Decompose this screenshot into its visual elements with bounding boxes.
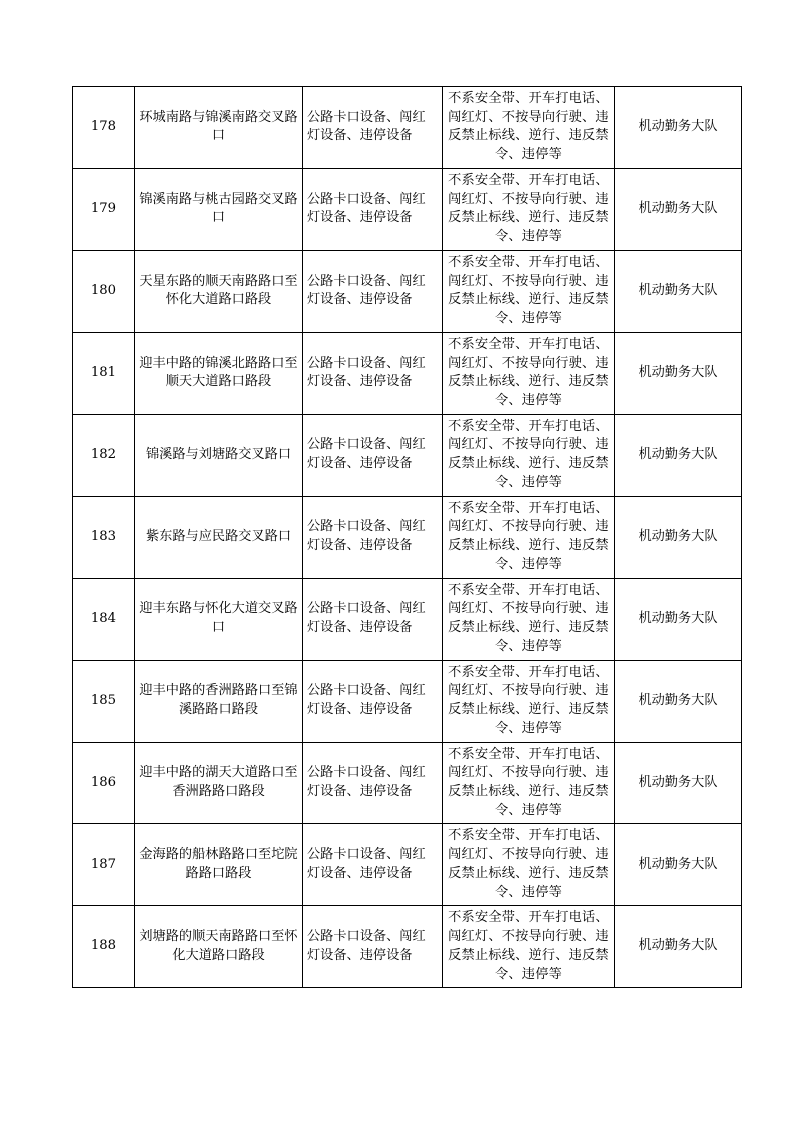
table-row xyxy=(73,87,742,169)
cell-equipment: 公路卡口设备、闯红灯设备、违停设备 xyxy=(303,250,443,332)
enforcement-locations-table xyxy=(72,86,742,988)
cell-equipment: 公路卡口设备、闯红灯设备、违停设备 xyxy=(303,824,443,906)
cell-unit: 机动勤务大队 xyxy=(615,496,742,578)
cell-index: 182 xyxy=(73,414,135,496)
cell-place: 迎丰中路的湖天大道路口至香洲路路口路段 xyxy=(135,742,303,824)
table-row xyxy=(73,742,742,824)
cell-place: 天星东路的顺天南路路口至怀化大道路口路段 xyxy=(135,250,303,332)
cell-equipment: 公路卡口设备、闯红灯设备、违停设备 xyxy=(303,742,443,824)
cell-index: 186 xyxy=(73,742,135,824)
cell-behavior: 不系安全带、开车打电话、闯红灯、不按导向行驶、违反禁止标线、逆行、违反禁令、违停等 xyxy=(443,87,615,169)
table-row xyxy=(73,168,742,250)
cell-behavior: 不系安全带、开车打电话、闯红灯、不按导向行驶、违反禁止标线、逆行、违反禁令、违停等 xyxy=(443,168,615,250)
table-row xyxy=(73,906,742,988)
cell-behavior: 不系安全带、开车打电话、闯红灯、不按导向行驶、违反禁止标线、逆行、违反禁令、违停等 xyxy=(443,332,615,414)
cell-unit: 机动勤务大队 xyxy=(615,742,742,824)
cell-equipment: 公路卡口设备、闯红灯设备、违停设备 xyxy=(303,496,443,578)
cell-place: 迎丰东路与怀化大道交叉路口 xyxy=(135,578,303,660)
cell-behavior: 不系安全带、开车打电话、闯红灯、不按导向行驶、违反禁止标线、逆行、违反禁令、违停等 xyxy=(443,250,615,332)
cell-equipment: 公路卡口设备、闯红灯设备、违停设备 xyxy=(303,168,443,250)
cell-behavior: 不系安全带、开车打电话、闯红灯、不按导向行驶、违反禁止标线、逆行、违反禁令、违停等 xyxy=(443,742,615,824)
cell-index: 180 xyxy=(73,250,135,332)
cell-unit: 机动勤务大队 xyxy=(615,660,742,742)
cell-equipment: 公路卡口设备、闯红灯设备、违停设备 xyxy=(303,906,443,988)
cell-behavior: 不系安全带、开车打电话、闯红灯、不按导向行驶、违反禁止标线、逆行、违反禁令、违停等 xyxy=(443,414,615,496)
cell-equipment: 公路卡口设备、闯红灯设备、违停设备 xyxy=(303,578,443,660)
cell-place: 环城南路与锦溪南路交叉路口 xyxy=(135,87,303,169)
table-row xyxy=(73,824,742,906)
table-row xyxy=(73,414,742,496)
cell-index: 185 xyxy=(73,660,135,742)
cell-index: 183 xyxy=(73,496,135,578)
cell-place: 紫东路与应民路交叉路口 xyxy=(135,496,303,578)
cell-unit: 机动勤务大队 xyxy=(615,824,742,906)
cell-index: 179 xyxy=(73,168,135,250)
cell-index: 184 xyxy=(73,578,135,660)
table-row xyxy=(73,332,742,414)
table-row xyxy=(73,496,742,578)
cell-equipment: 公路卡口设备、闯红灯设备、违停设备 xyxy=(303,414,443,496)
cell-unit: 机动勤务大队 xyxy=(615,906,742,988)
cell-place: 迎丰中路的锦溪北路路口至顺天大道路口路段 xyxy=(135,332,303,414)
cell-index: 187 xyxy=(73,824,135,906)
cell-unit: 机动勤务大队 xyxy=(615,414,742,496)
cell-equipment: 公路卡口设备、闯红灯设备、违停设备 xyxy=(303,660,443,742)
table-body xyxy=(73,87,742,988)
cell-place: 刘塘路的顺天南路路口至怀化大道路口路段 xyxy=(135,906,303,988)
cell-behavior: 不系安全带、开车打电话、闯红灯、不按导向行驶、违反禁止标线、逆行、违反禁令、违停等 xyxy=(443,578,615,660)
cell-place: 锦溪南路与桃古园路交叉路口 xyxy=(135,168,303,250)
cell-place: 金海路的船林路路口至坨院路路口路段 xyxy=(135,824,303,906)
cell-place: 迎丰中路的香洲路路口至锦溪路路口路段 xyxy=(135,660,303,742)
cell-place: 锦溪路与刘塘路交叉路口 xyxy=(135,414,303,496)
cell-behavior: 不系安全带、开车打电话、闯红灯、不按导向行驶、违反禁止标线、逆行、违反禁令、违停等 xyxy=(443,660,615,742)
cell-behavior: 不系安全带、开车打电话、闯红灯、不按导向行驶、违反禁止标线、逆行、违反禁令、违停等 xyxy=(443,496,615,578)
cell-equipment: 公路卡口设备、闯红灯设备、违停设备 xyxy=(303,332,443,414)
cell-unit: 机动勤务大队 xyxy=(615,332,742,414)
cell-unit: 机动勤务大队 xyxy=(615,87,742,169)
table-row xyxy=(73,250,742,332)
cell-behavior: 不系安全带、开车打电话、闯红灯、不按导向行驶、违反禁止标线、逆行、违反禁令、违停等 xyxy=(443,906,615,988)
cell-behavior: 不系安全带、开车打电话、闯红灯、不按导向行驶、违反禁止标线、逆行、违反禁令、违停等 xyxy=(443,824,615,906)
table-row xyxy=(73,660,742,742)
cell-index: 178 xyxy=(73,87,135,169)
cell-equipment: 公路卡口设备、闯红灯设备、违停设备 xyxy=(303,87,443,169)
cell-unit: 机动勤务大队 xyxy=(615,250,742,332)
cell-unit: 机动勤务大队 xyxy=(615,578,742,660)
cell-unit: 机动勤务大队 xyxy=(615,168,742,250)
cell-index: 181 xyxy=(73,332,135,414)
table-row xyxy=(73,578,742,660)
cell-index: 188 xyxy=(73,906,135,988)
